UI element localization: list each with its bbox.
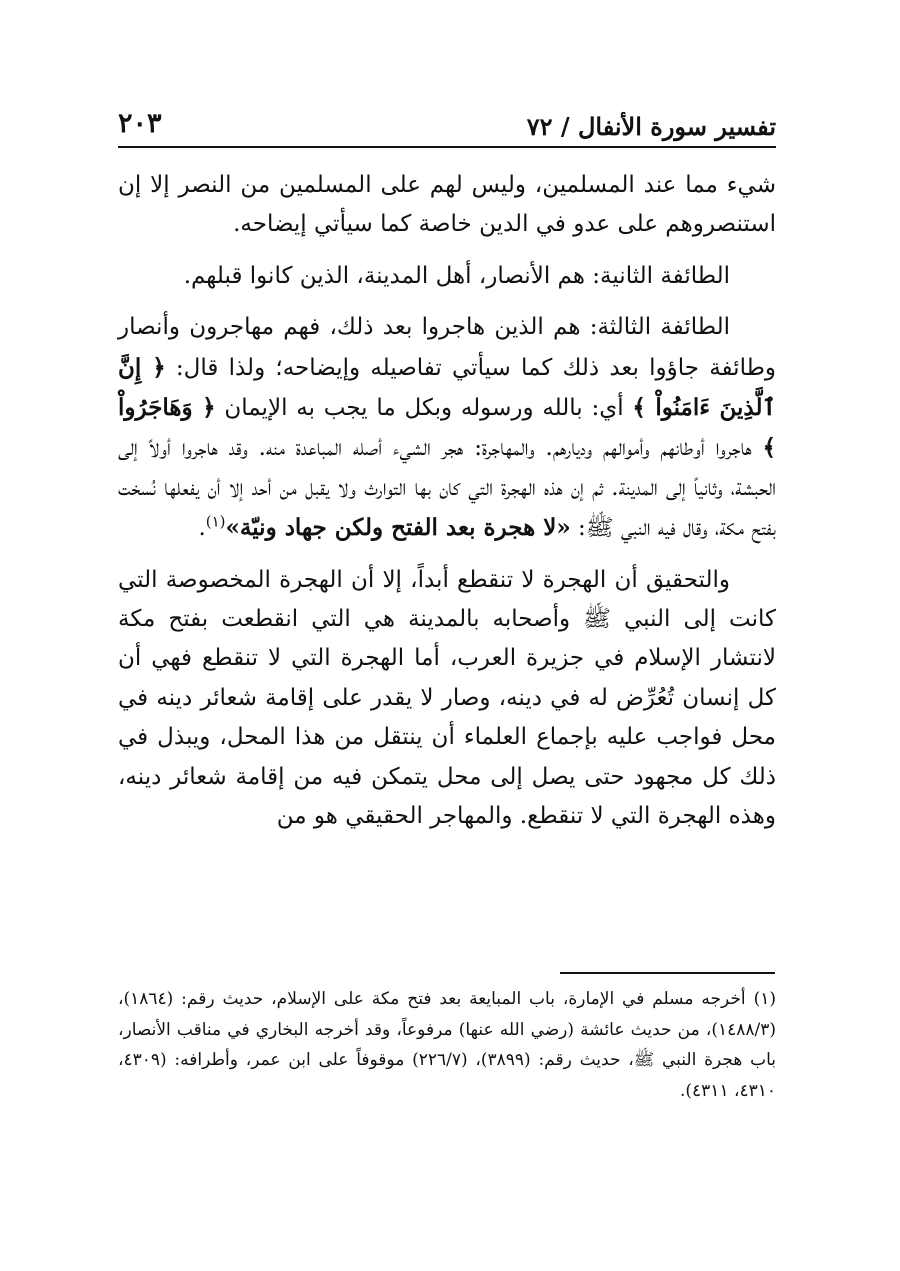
running-header-title: تفسير سورة الأنفال / ٧٢: [526, 112, 776, 141]
quran-quote-1: ﴿ إِنَّ ٱلَّذِينَ ءَامَنُواْ ﴾: [118, 353, 776, 422]
paragraph-4: والتحقيق أن الهجرة لا تنقطع أبداً، إلا أن الهجرة المخصوصة التي كانت إلى النبي ﷺ وأصحابه بالمدينة هي التي انقطعت بفتح مكة لانتشار الإسلام في جزيرة العرب، أما الهجرة التي لا تنقطع فهي أن كل إنسان تُعُرِّض له في دينه، وصار لا يقدر على إقامة شعائر دينه في محل فواجب عليه بإجماع العلماء أن ينتقل من هذا المحل، ويبذل في ذلك كل مجهود حتى يصل إلى محل يتمكن فيه من إقامة شعائر دينه، وهذه الهجرة التي لا تنقطع. والمهاجر الحقيقي هو من: [118, 566, 776, 830]
header-divider: [118, 146, 776, 148]
paragraph-3-text-3: هاجروا أوطانهم وأموالهم وديارهم. والمهاجرة: هجر الشيء أصله المباعدة منه. وقد هاجروا أولاً إلى الحبشة، وثانياً إلى المدينة. ثم إن هذه الهجرة التي كان بها التوارث ولا يقبل من أحد إلا أن يفعلها نُسخت بفتح مكة، وقال فيه النبي ﷺ:: [118, 435, 776, 542]
footnote-reference: (١): [205, 512, 226, 531]
hadith-quote: «لا هجرة بعد الفتح ولكن جهاد ونيّة»: [225, 514, 571, 542]
running-header: [118, 108, 776, 148]
footnote-1-text: أخرجه مسلم في الإمارة، باب المبايعة بعد فتح مكة على الإسلام، حديث رقم: (١٨٦٤)، (١٤٨٨/٣)، من حديث عائشة (رضي الله عنها) مرفوعاً، وقد أخرجه البخاري في مناقب الأنصار، باب هجرة النبي ﷺ، حديث رقم: (٣٨٩٩)، (٢٢٦/٧) موقوفاً على ابن عمر، وأطرافه: (٤٣٠٩، ٤٣١٠، ٤٣١١).: [118, 989, 777, 1101]
footnote-1: [118, 984, 776, 1106]
quran-quote-2: ﴿ وَهَاجَرُواْ ﴾: [118, 394, 776, 462]
paragraph-3-text-2: أي: بالله ورسوله وبكل ما يجب به الإيمان: [215, 395, 633, 422]
footnote-divider: [560, 972, 775, 974]
paragraph-3-text-1: الطائفة الثالثة: هم الذين هاجروا بعد ذلك، فهم مهاجرون وأنصار وطائفة جاؤوا بعد ذلك كما سيأتي تفاصيله وإيضاحه؛ ولذا قال:: [118, 314, 776, 381]
footnotes: [118, 984, 776, 1106]
paragraph-2: الطائفة الثانية: هم الأنصار، أهل المدينة، الذين كانوا قبلهم.: [183, 262, 730, 289]
page-number: ٢٠٣: [118, 108, 162, 139]
paragraph-3: [118, 308, 776, 548]
footnote-1-number: (١): [753, 989, 776, 1009]
paragraph-1: شيء مما عند المسلمين، وليس لهم على المسلمين من النصر إلا إن استنصروهم على عدو في الدين خاصة كما سيأتي إيضاحه.: [118, 172, 776, 238]
main-text: [118, 166, 776, 837]
paragraph-3-text-4: .: [198, 515, 206, 542]
